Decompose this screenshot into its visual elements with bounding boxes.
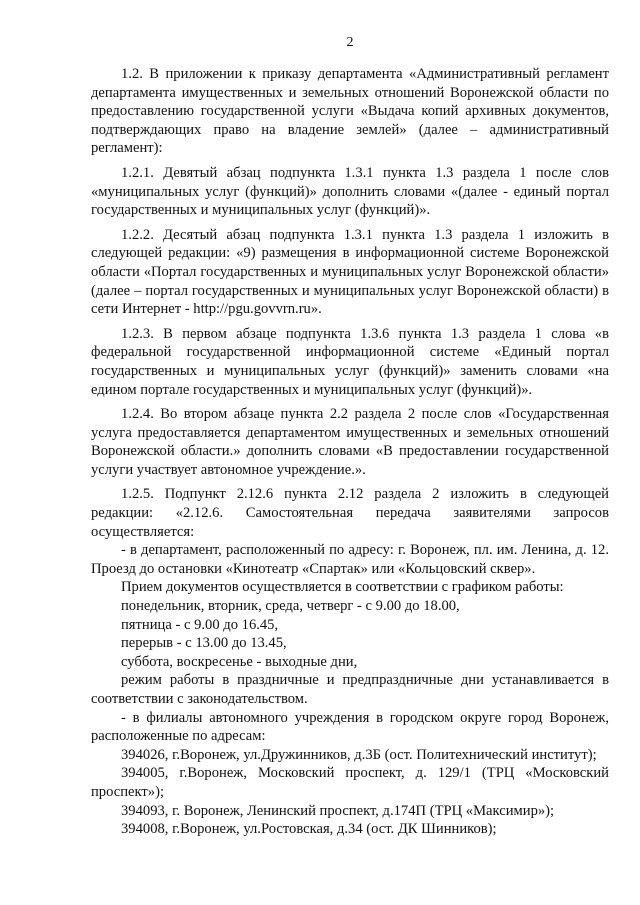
paragraph-1-2: 1.2. В приложении к приказу департамента «Административный регламент департамента имущественных и земельных отношений Воронежской области по предоставлению государственной услуги «Выдача копий архивных документов, подтверждающих право на владение землей» (далее – административный регламент): — [91, 66, 609, 157]
paragraph-department-address: - в департамент, расположенный по адресу: г. Воронеж, пл. им. Ленина, д. 12. Проезд до остановки «Кинотеатр «Спартак» или «Кольцовский сквер». — [91, 542, 609, 577]
schedule-break: перерыв - с 13.00 до 13.45, — [121, 635, 287, 652]
document-body — [91, 65, 609, 839]
paragraph-1-2-1: 1.2.1. Девятый абзац подпункта 1.3.1 пункта 1.3 раздела 1 после слов «муниципальных услуг (функций)» дополнить словами «(далее - единый портал государственных и муниципальных услуг (функций)». — [91, 164, 609, 219]
page-number: 2 — [346, 35, 354, 50]
paragraph-holiday-mode: режим работы в праздничные и предпраздничные дни устанавливается в соответствии с законодательством. — [91, 672, 609, 707]
paragraph-1-2-5: 1.2.5. Подпункт 2.12.6 пункта 2.12 раздела 2 изложить в следующей редакции: «2.12.6. Самостоятельная передача заявителями запросов осуществляется: — [91, 486, 609, 540]
branch-address-2: 394005, г.Воронеж, Московский проспект, д. 129/1 (ТРЦ «Московский проспект»); — [91, 765, 609, 800]
schedule-friday: пятница - с 9.00 до 16.45, — [121, 616, 279, 633]
schedule-weekend: суббота, воскресенье - выходные дни, — [121, 653, 358, 670]
paragraph-schedule-intro: Прием документов осуществляется в соответствии с графиком работы: — [121, 579, 564, 596]
schedule-weekdays: понедельник, вторник, среда, четверг - с 9.00 до 18.00, — [121, 598, 460, 615]
branch-address-4: 394008, г.Воронеж, ул.Ростовская, д.34 (ост. ДК Шинников); — [121, 821, 497, 838]
branch-address-3: 394093, г. Воронеж, Ленинский проспект, д.174П (ТРЦ «Максимир»); — [121, 802, 555, 819]
paragraph-1-2-4: 1.2.4. Во втором абзаце пункта 2.2 раздела 2 после слов «Государственная услуга предоставляется департаментом имущественных и земельных отношений Воронежской области.» дополнить словами «В предоставлении государственной услуги участвует автономное учреждение.». — [91, 406, 609, 478]
branch-address-1: 394026, г.Воронеж, ул.Дружинников, д.3Б (ост. Политехнический институт); — [121, 746, 597, 763]
paragraph-1-2-3: 1.2.3. В первом абзаце подпункта 1.3.6 пункта 1.3 раздела 1 слова «в федеральной государственной информационной системе «Единый портал государственных и муниципальных услуг (функций)» заменить словами «на едином портале государственных и муниципальных услуг (функций)». — [91, 325, 609, 398]
paragraph-branches-intro: - в филиалы автономного учреждения в городском округе город Воронеж, расположенные по адресам: — [91, 709, 609, 745]
paragraph-1-2-2: 1.2.2. Десятый абзац подпункта 1.3.1 пункта 1.3 раздела 1 изложить в следующей редакции: «9) размещения в информационной системе Воронежской области «Портал государственных и муниципальных услуг Воронежской области» (далее – портал государственных и муниципальных услуг Воронежской области) в сети Интернет - http://pgu.govvrn.ru». — [91, 226, 609, 318]
